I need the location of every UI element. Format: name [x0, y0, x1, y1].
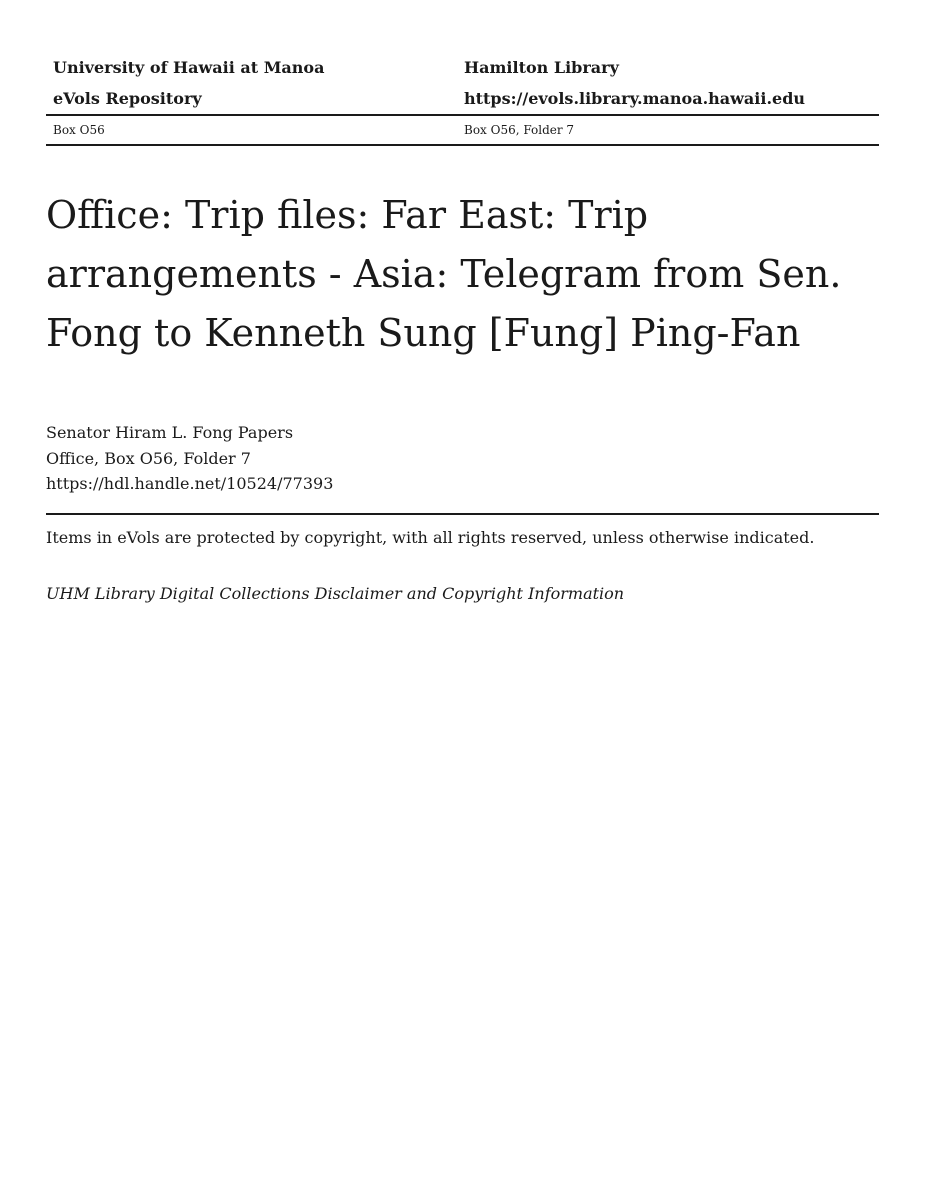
document-title: Office: Trip files: Far East: Trip arrangements - Asia: Telegram from Sen. Fong to Kenneth Sung [Fung] Ping-Fan	[46, 193, 842, 355]
document-metadata	[46, 420, 333, 497]
folder-location: Office, Box O56, Folder 7	[46, 448, 251, 468]
repository-name: eVols Repository	[53, 89, 202, 108]
header-divider-bottom	[46, 144, 879, 146]
header-row-2	[46, 83, 879, 114]
library-name: Hamilton Library	[464, 58, 619, 77]
content-divider	[46, 513, 879, 515]
header-row-1	[46, 52, 879, 83]
box-label: Box O56	[53, 123, 105, 137]
header-row-3	[46, 116, 879, 144]
handle-link[interactable]: https://hdl.handle.net/10524/77393	[46, 474, 334, 493]
box-folder-label: Box O56, Folder 7	[464, 123, 575, 137]
copyright-notice: Items in eVols are protected by copyright, with all rights reserved, unless otherwise indicated.	[46, 528, 815, 547]
document-header	[46, 52, 879, 146]
institution-name: University of Hawaii at Manoa	[53, 58, 325, 77]
collection-name: Senator Hiram L. Fong Papers	[46, 423, 294, 442]
repository-url: https://evols.library.manoa.hawaii.edu	[464, 89, 806, 108]
disclaimer-link[interactable]: UHM Library Digital Collections Disclaimer and Copyright Information	[46, 584, 625, 603]
